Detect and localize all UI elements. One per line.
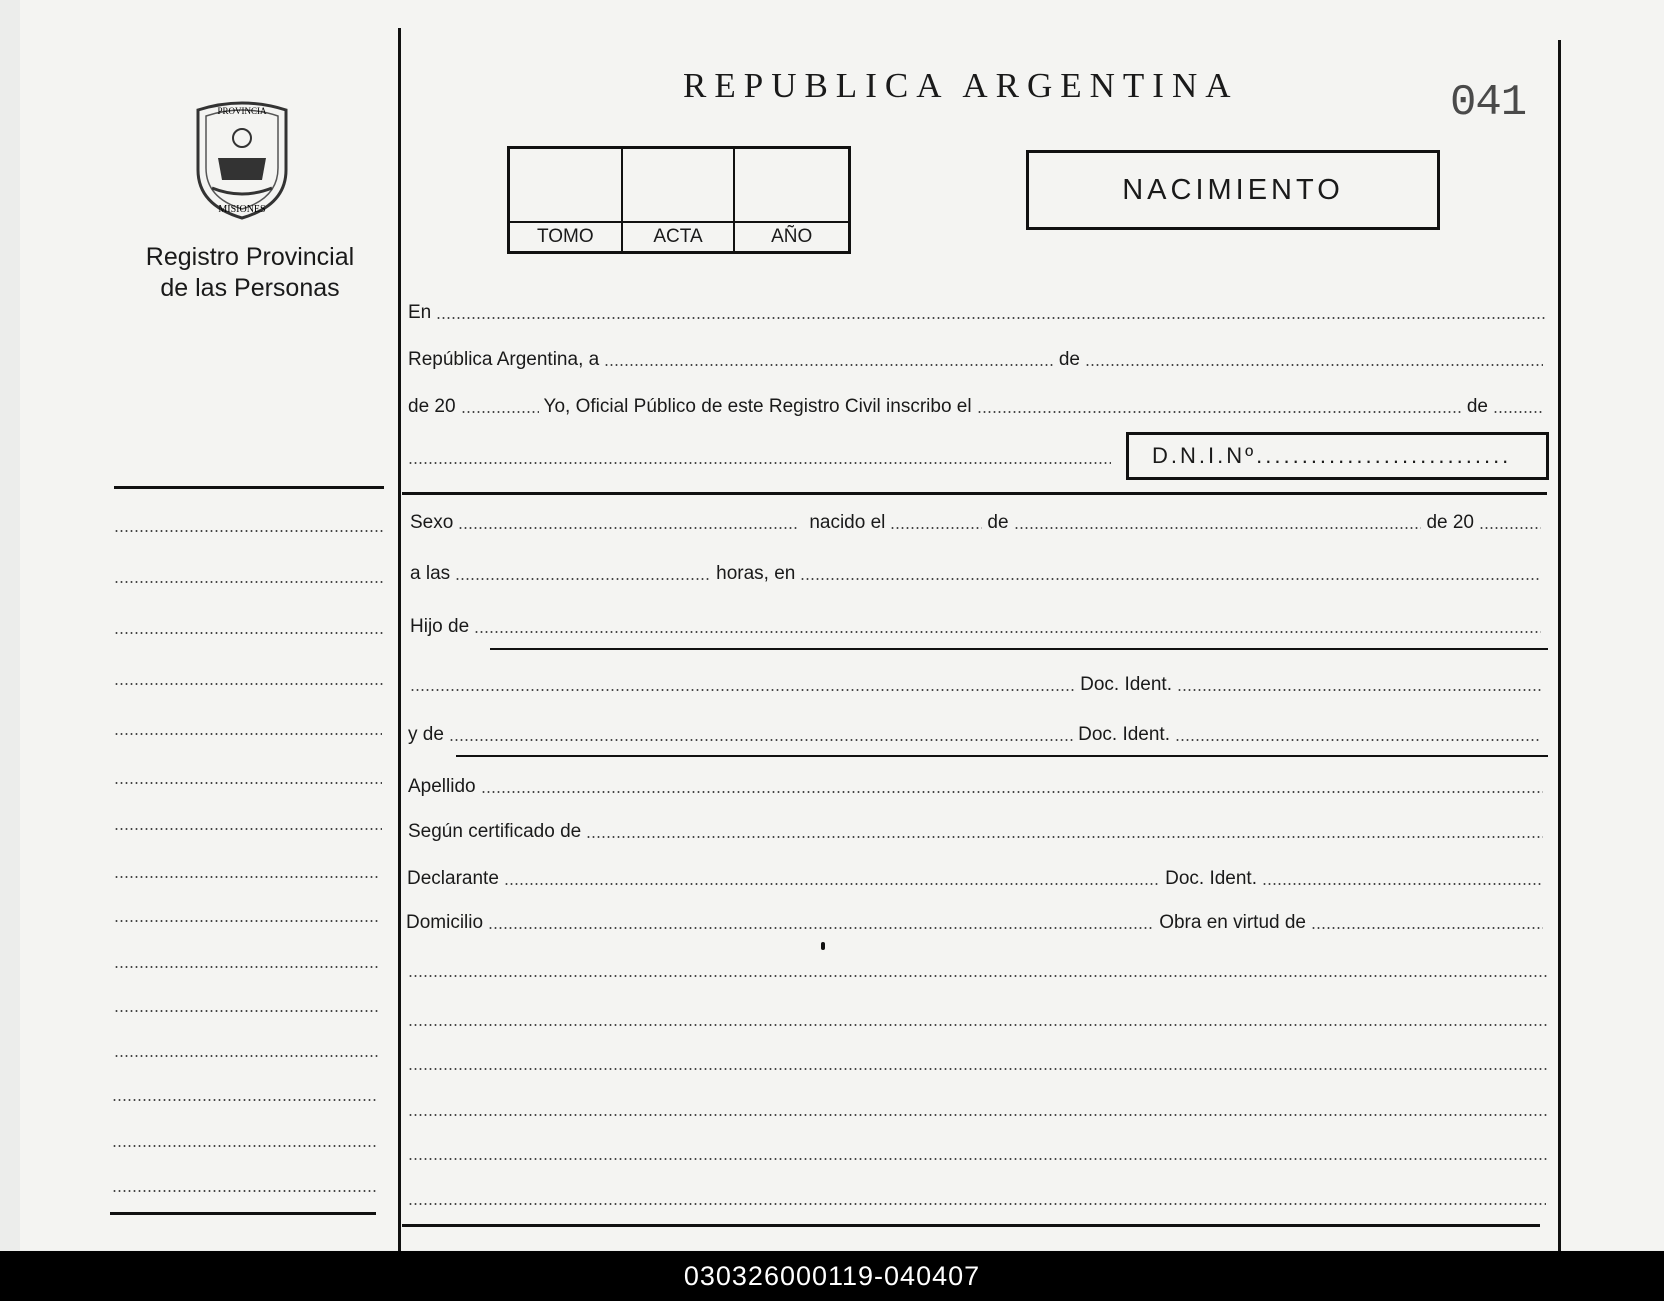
- field-padre-2[interactable]: [410, 689, 1075, 691]
- row-y-de: [408, 724, 1544, 746]
- right-border-line: [1558, 40, 1561, 1251]
- notes-line[interactable]: [408, 1158, 1548, 1160]
- margin-line[interactable]: [114, 632, 384, 634]
- bottom-line-right: [402, 1224, 1540, 1227]
- dni-field[interactable]: D.N.I.Nº............................: [1126, 432, 1549, 480]
- row-doc-padre: [410, 674, 1546, 696]
- field-en[interactable]: [436, 317, 1545, 319]
- registry-line-1: Registro Provincial: [145, 243, 355, 271]
- row-certificado: [408, 821, 1548, 843]
- field-inscribo[interactable]: [977, 411, 1462, 413]
- field-birth-year[interactable]: [1479, 527, 1541, 529]
- field-lugar[interactable]: [800, 578, 1541, 580]
- field-certificado[interactable]: [586, 836, 1543, 838]
- field-obra-en-virtud[interactable]: [1311, 927, 1543, 929]
- field-birth-day[interactable]: [890, 527, 982, 529]
- field-madre[interactable]: [449, 739, 1073, 741]
- notes-line[interactable]: [408, 1203, 1546, 1205]
- margin-line[interactable]: [114, 733, 382, 735]
- field-month[interactable]: [1085, 364, 1543, 366]
- label-y-de: y de: [408, 724, 444, 745]
- margin-line[interactable]: [114, 782, 382, 784]
- seal-bottom-text: MISIONES: [218, 204, 266, 215]
- notes-line[interactable]: [408, 1024, 1548, 1026]
- left-divider-line: [398, 28, 401, 1251]
- footer-code: 030326000119-040407: [683, 1261, 981, 1291]
- label-a-las: a las: [410, 563, 451, 584]
- field-day[interactable]: [604, 364, 1054, 366]
- page-title: REPUBLICA ARGENTINA: [683, 66, 1239, 105]
- field-apellido[interactable]: [481, 791, 1543, 793]
- acta-label: ACTA: [623, 221, 736, 251]
- tomo-field[interactable]: [510, 149, 623, 221]
- tomo-label: TOMO: [510, 221, 623, 251]
- label-republica: República Argentina, a: [408, 349, 600, 370]
- row-en: [408, 302, 1550, 324]
- margin-line[interactable]: [112, 1190, 376, 1192]
- footer-bar: [0, 1251, 1664, 1301]
- row-declarante: [407, 868, 1547, 890]
- parent-underline-1: [490, 648, 1548, 650]
- margin-line[interactable]: [112, 1145, 376, 1147]
- row-domicilio: [406, 912, 1548, 934]
- seal-top-text: PROVINCIA: [217, 106, 267, 116]
- field-domicilio[interactable]: [488, 927, 1154, 929]
- bottom-line-left: [110, 1212, 376, 1215]
- label-domicilio: Domicilio: [406, 912, 484, 933]
- margin-line[interactable]: [114, 828, 382, 830]
- margin-line[interactable]: [112, 1099, 376, 1101]
- field-birth-month[interactable]: [1014, 527, 1422, 529]
- notes-line[interactable]: [408, 975, 1548, 977]
- label-yo-oficial: Yo, Oficial Público de este Registro Civil inscribo el: [543, 396, 972, 417]
- label-doc-ident-3: Doc. Ident.: [1165, 868, 1257, 889]
- registry-name: [130, 242, 370, 304]
- label-de20: de 20: [408, 396, 456, 417]
- margin-line[interactable]: [114, 966, 378, 968]
- notes-line[interactable]: [408, 1114, 1548, 1116]
- reference-box: [507, 146, 851, 254]
- label-segun-certificado: Según certificado de: [408, 821, 582, 842]
- field-hora[interactable]: [455, 578, 711, 580]
- row-sexo: [410, 512, 1546, 534]
- ano-field[interactable]: [735, 149, 848, 221]
- margin-line[interactable]: [114, 530, 384, 532]
- label-nacido-el: nacido el: [809, 512, 886, 533]
- label-de-2: de: [1466, 396, 1488, 417]
- label-de-3: de: [987, 512, 1009, 533]
- section-line-right: [402, 492, 1547, 495]
- row-apellido: [408, 776, 1548, 798]
- label-horas-en: horas, en: [716, 563, 796, 584]
- margin-line[interactable]: [114, 683, 384, 685]
- field-padre[interactable]: [474, 631, 1541, 633]
- ink-mark: [821, 942, 825, 950]
- row-hijo-de: [410, 616, 1546, 638]
- label-obra-en-virtud: Obra en virtud de: [1159, 912, 1306, 933]
- notes-line[interactable]: [408, 1068, 1548, 1070]
- margin-line[interactable]: [114, 1010, 378, 1012]
- ano-label: AÑO: [735, 221, 848, 251]
- label-doc-ident-2: Doc. Ident.: [1078, 724, 1170, 745]
- row-year-inscription: [408, 396, 1548, 418]
- acta-field[interactable]: [623, 149, 736, 221]
- row-republica: [408, 349, 1548, 371]
- margin-line[interactable]: [114, 1055, 378, 1057]
- record-type-box: NACIMIENTO: [1026, 150, 1440, 230]
- label-hijo-de: Hijo de: [410, 616, 470, 637]
- field-doc-declarante[interactable]: [1262, 883, 1542, 885]
- field-year[interactable]: [461, 411, 539, 413]
- parent-underline-2: [456, 755, 1548, 757]
- province-seal-icon: [188, 100, 296, 225]
- field-doc-madre[interactable]: [1175, 739, 1539, 741]
- field-doc-padre[interactable]: [1177, 689, 1541, 691]
- margin-line[interactable]: [114, 581, 384, 583]
- label-sexo: Sexo: [410, 512, 454, 533]
- field-sexo[interactable]: [458, 527, 798, 529]
- label-de20-2: de 20: [1426, 512, 1474, 533]
- label-doc-ident: Doc. Ident.: [1080, 674, 1172, 695]
- section-line-left: [114, 486, 384, 489]
- row-hora: [410, 563, 1546, 585]
- registry-line-2: de las Personas: [160, 274, 340, 302]
- label-en: En: [408, 302, 432, 323]
- field-de-2[interactable]: [1493, 411, 1543, 413]
- label-de: de: [1058, 349, 1080, 370]
- label-apellido: Apellido: [408, 776, 476, 797]
- margin-line[interactable]: [114, 876, 380, 878]
- field-declarante[interactable]: [504, 883, 1160, 885]
- label-declarante: Declarante: [407, 868, 499, 889]
- form-number: 041: [1450, 78, 1527, 128]
- margin-line[interactable]: [114, 920, 380, 922]
- field-continuation[interactable]: [408, 462, 1111, 464]
